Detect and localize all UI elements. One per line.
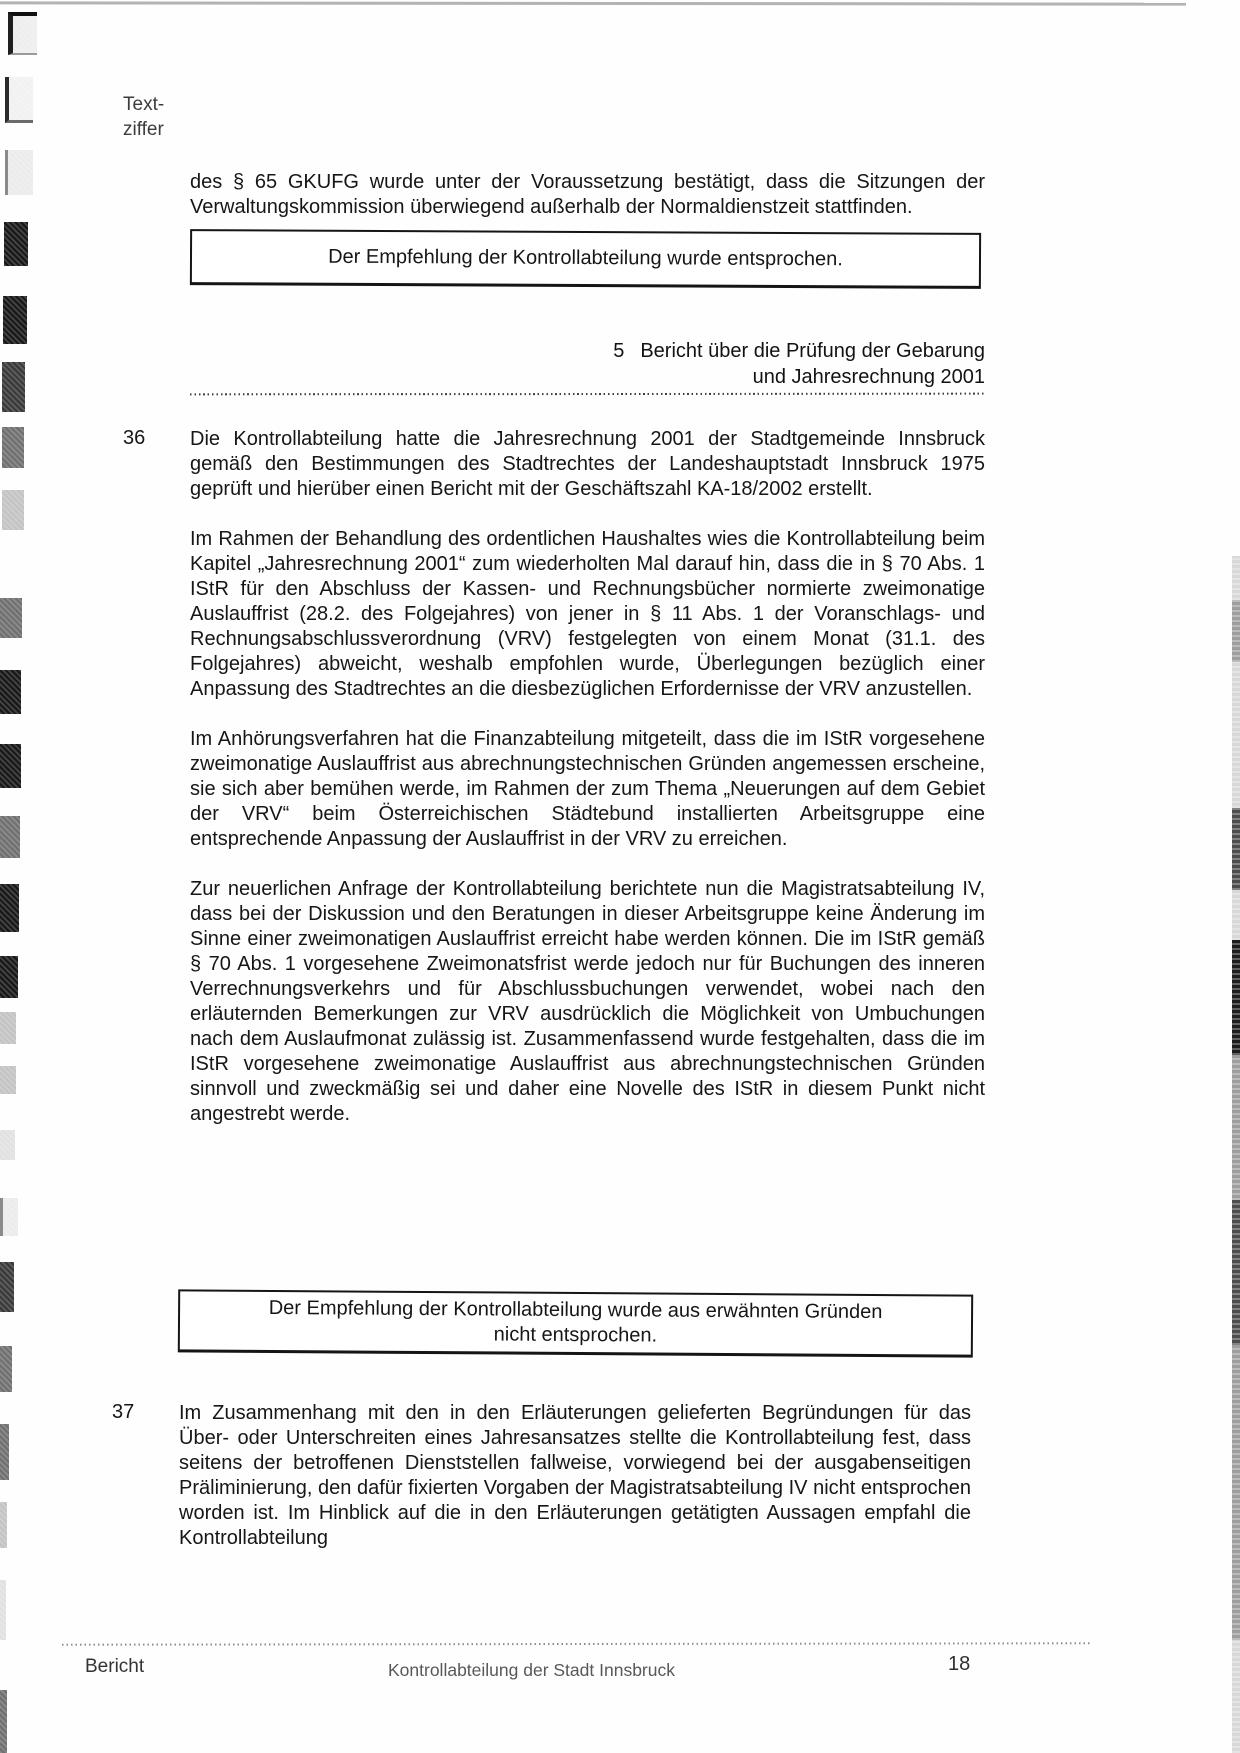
- scan-edge-segment: [1232, 556, 1240, 600]
- binding-mark: [0, 1424, 9, 1480]
- binding-mark: [0, 744, 21, 788]
- section-number: 5: [613, 340, 625, 362]
- binding-mark: [0, 1346, 12, 1392]
- item-37-paragraph-1: Im Zusammenhang mit den in den Erläuterungen gelieferten Begründungen für das Über- oder Unterschreiten eines Jahresansatzes stellte die Kontrollabteilung fest, dass seitens der betroffenen Dienststellen fallweise, vorwiegend bei der ausgabenseitigen Präliminierung, den dafür fixierten Vorgaben der Magistratsabteilung IV nicht entsprochen worden ist. Im Hinblick auf die in den Erläuterungen getätigten Aussagen empfahl die Kontrollabteilung: [179, 1402, 971, 1549]
- binding-mark: [0, 1198, 18, 1236]
- binding-mark: [2, 427, 24, 468]
- scan-edge-segment: [1232, 808, 1240, 890]
- margin-label-line1: Text-: [123, 94, 165, 115]
- item-36-body: [190, 427, 985, 1127]
- binding-mark: [0, 1690, 7, 1753]
- scan-edge-segment: [1232, 940, 1240, 1055]
- recommendation-box-2-line1: Der Empfehlung der Kontrollabteilung wurde aus erwähnten Gründen: [268, 1296, 883, 1324]
- section-title-line2: und Jahresrechnung 2001: [752, 366, 985, 388]
- scan-edge-segment: [1232, 890, 1240, 940]
- item-37-body: [179, 1401, 971, 1551]
- binding-mark: [5, 77, 33, 123]
- binding-mark: [4, 222, 28, 266]
- binding-mark: [5, 150, 33, 195]
- binding-mark: [8, 12, 37, 55]
- item-37-number: 37: [112, 1401, 135, 1423]
- item-36-number: 36: [123, 427, 146, 449]
- binding-mark: [0, 1066, 16, 1094]
- section-heading-underline: [190, 393, 985, 396]
- item-36-paragraph-2: Im Rahmen der Behandlung des ordentlichen Haushaltes wies die Kontrollabteilung beim Kapitel „Jahresrechnung 2001“ zum wiederholten Mal darauf hin, dass die in § 70 Abs. 1 IStR für den Abschluss der Kassen- und Rechnungsbücher normierte zweimonatige Auslauffrist (28.2. des Folgejahres) von jener in § 11 Abs. 1 der Voranschlags- und Rechnungsabschlussverordnung (VRV) festgelegten von einem Monat (31.1. des Folgejahres) abweicht, weshalb empfohlen wurde, Überlegungen bezüglich einer Anpassung des Stadtrechtes an die diesbezüglichen Erfordernisse der VRV anzustellen.: [190, 528, 985, 700]
- item-36-paragraph-4: Zur neuerlichen Anfrage der Kontrollabteilung berichtete nun die Magistratsabteilung IV, dass bei der Diskussion und den Beratungen in dieser Arbeitsgruppe keine Änderung im Sinne einer zweimonatigen Auslauffrist erreicht habe werden können. Die im IStR gemäß § 70 Abs. 1 vorgesehene Zweimonatsfrist werde jedoch nur für Buchungen des inneren Verrechnungsverkehrs und für Abschlussbuchungen verwendet, wobei nach den erläuternden Bemerkungen zur VRV ausdrücklich die Möglichkeit von Umbuchungen nach dem Auslaufmonat zulässig ist. Zusammenfassend wurde festgehalten, dass die im IStR vorgesehene zweimonatige Auslauffrist aus abrechnungstechnischen Gründen sinnvoll und zweckmäßig sei und daher eine Novelle des IStR in diesem Punkt nicht angestrebt werde.: [190, 878, 985, 1125]
- binding-mark: [0, 816, 20, 858]
- binding-mark: [0, 1502, 7, 1548]
- binding-mark: [3, 296, 27, 344]
- scan-edge-segment: [1232, 1055, 1240, 1200]
- item-36-paragraph-3: Im Anhörungsverfahren hat die Finanzabteilung mitgeteilt, dass die im IStR vorgesehene zweimonatige Auslauffrist aus abrechnungstechnischen Gründen angemessen erscheine, sie sich aber bemühen werde, im Rahmen der zum Thema „Neuerungen auf dem Gebiet der VRV“ beim Österreichischen Städtebund installierten Arbeitsgruppe eine entsprechende Anpassung der Auslauffrist in der VRV zu erreichen.: [190, 728, 985, 850]
- binding-mark: [0, 1580, 6, 1640]
- item-36-paragraph-1: Die Kontrollabteilung hatte die Jahresrechnung 2001 der Stadtgemeinde Innsbruck gemäß den Bestimmungen des Stadtrechtes der Landeshauptstadt Innsbruck 1975 geprüft und hierüber einen Bericht mit der Geschäftszahl KA-18/2002 erstellt.: [190, 428, 985, 500]
- scan-edge-segment: [1232, 1345, 1240, 1640]
- footer-organization: Kontrollabteilung der Stadt Innsbruck: [388, 1660, 675, 1680]
- section-heading-line1: [613, 338, 985, 364]
- intro-paragraph: des § 65 GKUFG wurde unter der Voraussetzung bestätigt, dass die Sitzungen der Verwaltungskommission überwiegend außerhalb der Normaldienstzeit stattfinden.: [190, 171, 985, 218]
- section-title-line1: Bericht über die Prüfung der Gebarung: [640, 340, 985, 362]
- binding-mark: [0, 670, 21, 714]
- scan-edge-segment: [1232, 1640, 1240, 1753]
- binding-mark: [0, 1262, 14, 1312]
- binding-mark: [2, 362, 25, 412]
- margin-label-line2: ziffer: [123, 119, 164, 140]
- recommendation-box-1: [190, 229, 981, 289]
- scan-top-edge-line: [0, 1, 1186, 5]
- binding-mark: [0, 598, 22, 638]
- footer-rule: [62, 1642, 1092, 1645]
- scan-edge-segment: [1232, 1200, 1240, 1345]
- section-heading: [613, 338, 985, 390]
- binding-mark: [0, 956, 18, 998]
- binding-mark: [0, 884, 19, 932]
- margin-column-label: [123, 92, 164, 142]
- footer-page-number: 18: [948, 1653, 971, 1675]
- binding-mark: [2, 490, 24, 530]
- scan-edge-segment: [1232, 662, 1240, 808]
- binding-mark: [0, 1012, 16, 1044]
- recommendation-box-2-line2: nicht entsprochen.: [493, 1323, 658, 1347]
- binding-mark: [0, 1130, 15, 1160]
- recommendation-box-1-text: Der Empfehlung der Kontrollabteilung wurde entsprochen.: [328, 245, 843, 271]
- footer-document-type: Bericht: [85, 1656, 145, 1677]
- recommendation-box-2: [178, 1289, 973, 1357]
- scan-edge-segment: [1232, 600, 1240, 662]
